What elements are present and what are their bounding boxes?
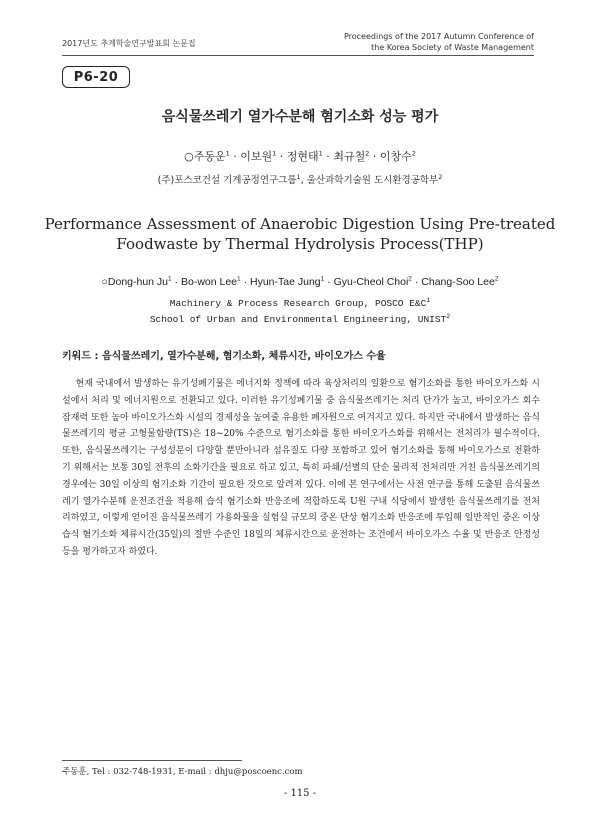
author-affil-mark: 2 (411, 149, 416, 158)
header-divider (62, 55, 534, 56)
affiliation: (주)포스코건설 기계공정연구그룹 (157, 175, 297, 186)
author-name: Dong-hun Ju (107, 276, 169, 288)
author-separator: · (411, 276, 422, 288)
affil-separator: , (300, 175, 307, 186)
author-affil-mark: 1 (237, 275, 241, 283)
abstract-body: 현재 국내에서 발생하는 유기성폐기물은 에너지화 정책에 따라 육상처리의 일환으로 혐기소화를 통한 바이오가스화 시설에서 처리 및 에너지원으로 전환되고 있다. 이러한 유기성폐기물 중 음식물쓰레기는 처리 단가가 높고, 바이오가스 회수 잠재력 또한 높아 바이오가스화 시설의 경제성을 높여줄 유용한 폐자원으로 여겨지고 있다. 하지만 국내에서 발생하는 음식물쓰레기의 평균 고형물함량(TS)은 18~20% 수준으로 혐기소화를 통한 바이오가스화를 위해서는 전처리가 필수적이다. 또한, 음식물쓰레기는 구성성분이 다양할 뿐만아니라 섬유질도 다량 포함하고 있어 혐기소화를 통해 바이오가스로 전환하기 위해서는 보통 30일 전후의 소화기간을 필요로 하고 있고, 특히 파쇄/선별의 단순 물리적 전처리만 거친 음식물쓰레기의 경우에는 30일 이상의 혐기소화 기간이 필요한 것으로 알려져 있다. 이에 본 연구에서는 사전 연구를 통해 도출된 음식물쓰레기 열가수분해 운전조건을 적용해 습식 혐기소화 반응조에 적합하도록 U원 구내 식당에서 발생한 음식물쓰레기를 전처리하였고, 이렇게 얻어진 음식물쓰레기 가용화물을 실험실 규모의 중온 단상 혐기소화 반응조에 투입해 일반적인 중온 이상 습식 혐기소화 체류시간(35일)의 절반 수준인 18일의 체류시간으로 운전하는 조건에서 바이오가스 수율 및 반응조 안정성 등을 평가하고자 하였다. (62, 379, 540, 557)
title-english-line1: Performance Assessment of Anaerobic Digestion Using Pre-treated (44, 215, 556, 233)
author-affil-mark: 1 (320, 275, 325, 283)
affil-mark: 1 (296, 172, 301, 181)
author-name: Gyu-Cheol Choi (333, 276, 409, 288)
presenter-marker: ○ (101, 276, 108, 288)
paper-code-badge: P6-20 (62, 66, 130, 88)
author-name: 최규철 (333, 150, 366, 163)
affil-mark: 1 (426, 296, 431, 304)
header-right-line2: the Korea Society of Waste Management (371, 43, 534, 52)
title-english-line2: Foodwaste by Thermal Hydrolysis Process(THP) (116, 235, 484, 253)
affiliation-line (0, 312, 600, 328)
author-affil-mark: 1 (272, 149, 277, 158)
author-affil-mark: 1 (318, 149, 323, 158)
affil-mark: 2 (446, 312, 451, 320)
author-separator: · (276, 150, 287, 163)
keywords: 키워드 : 음식물쓰레기, 열가수분해, 혐기소화, 체류시간, 바이오가스 수율 (62, 351, 386, 362)
author-affil-mark: 2 (494, 275, 499, 283)
header-left: 2017년도 추계학술연구발표회 논문집 (62, 39, 196, 48)
author-separator: · (369, 150, 380, 163)
author-separator: · (240, 276, 250, 288)
header-right (344, 31, 534, 53)
authors-english (0, 276, 600, 288)
author-separator: · (229, 150, 241, 163)
affiliations-english (0, 296, 600, 328)
page-number: - 115 - (283, 788, 317, 799)
affiliation-line (0, 296, 600, 312)
title-korean: 음식물쓰레기 열가수분해 혐기소화 성능 평가 (161, 109, 439, 125)
authors-korean (0, 148, 600, 164)
affiliation: 울산과학기술원 도시환경공학부 (306, 175, 439, 186)
author-separator: · (171, 276, 181, 288)
footnote-contact: 주동훈, Tel : 032-748-1931, E-mail : dhju@poscoenc.com (62, 767, 303, 777)
author-name: 이창수 (379, 150, 412, 163)
author-name: 주동운 (193, 150, 226, 163)
author-name: 이보원 (240, 150, 273, 163)
author-name: Chang-Soo Lee (421, 276, 495, 288)
author-separator: · (324, 276, 334, 288)
author-affil-mark: 2 (408, 275, 412, 283)
affiliation: School of Urban and Environmental Engineering, UNIST (149, 314, 447, 325)
footnote-divider (62, 760, 242, 761)
author-affil-mark: 1 (225, 149, 230, 158)
affiliation: Machinery & Process Research Group, POSCO E&C (169, 298, 427, 309)
author-name: 정현태 (286, 150, 319, 163)
author-name: Hyun-Tae Jung (250, 276, 321, 288)
title-english (0, 214, 600, 254)
author-separator: · (322, 150, 334, 163)
affiliations-korean (0, 172, 600, 186)
header-right-line1: Proceedings of the 2017 Autumn Conference of (343, 32, 534, 41)
author-affil-mark: 1 (168, 275, 172, 283)
presenter-marker: ○ (184, 150, 194, 163)
author-affil-mark: 2 (365, 149, 370, 158)
author-name: Bo-won Lee (180, 276, 238, 288)
affil-mark: 2 (438, 172, 443, 181)
